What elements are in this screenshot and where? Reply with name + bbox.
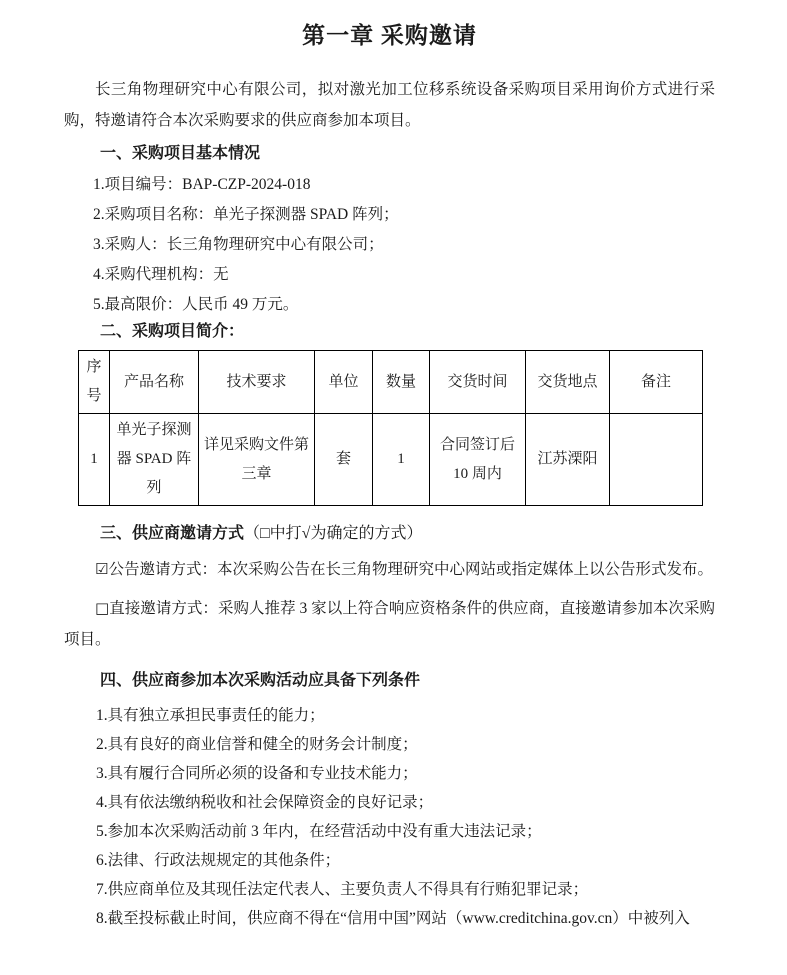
list-item: 4.具有依法缴纳税收和社会保障资金的良好记录； <box>96 794 434 811</box>
checked-checkbox-icon: ☑ <box>95 560 109 578</box>
column-header-seq: 序号 <box>79 351 110 414</box>
cell-remark <box>610 414 703 506</box>
column-header-remark: 备注 <box>610 351 703 414</box>
section1-item-list <box>64 170 715 320</box>
list-item: 7.供应商单位及其现任法定代表人、主要负责人不得具有行贿犯罪记录； <box>96 881 589 898</box>
cell-delivery-place: 江苏溧阳 <box>526 414 610 506</box>
column-header-product: 产品名称 <box>110 351 199 414</box>
cell-product: 单光子探测器 SPAD 阵列 <box>110 414 199 506</box>
option-announce-text: 公告邀请方式：本次采购公告在长三角物理研究中心网站或指定媒体上以公告形式发布。 <box>108 561 713 578</box>
column-header-delivery-time: 交货时间 <box>430 351 526 414</box>
list-item: 2.具有良好的商业信誉和健全的财务会计制度； <box>96 736 418 753</box>
section4-heading: 四、供应商参加本次采购活动应具备下列条件 <box>100 672 421 689</box>
column-header-tech: 技术要求 <box>199 351 315 414</box>
cell-delivery-time: 合同签订后 10 周内 <box>430 414 526 506</box>
list-item: 3.具有履行合同所必须的设备和专业技术能力； <box>96 765 418 782</box>
column-header-delivery-place: 交货地点 <box>526 351 610 414</box>
list-item: 3.采购人：长三角物理研究中心有限公司； <box>93 236 384 253</box>
column-header-unit: 单位 <box>315 351 373 414</box>
list-item: 5.参加本次采购活动前 3 年内，在经营活动中没有重大违法记录； <box>96 823 542 840</box>
section3-heading-note: （□中打√为确定的方式） <box>244 525 423 542</box>
invitation-option-direct <box>64 593 715 655</box>
option-direct-text: 直接邀请方式：采购人推荐 3 家以上符合响应资格条件的供应商，直接邀请参加本次采购项目。 <box>64 600 715 648</box>
unchecked-checkbox-icon: □ <box>95 599 110 617</box>
invitation-option-announce <box>64 554 715 585</box>
cell-qty: 1 <box>373 414 430 506</box>
page-title: 第一章 采购邀请 <box>302 23 477 48</box>
list-item: 1.具有独立承担民事责任的能力； <box>96 707 325 724</box>
section3-heading-bold: 三、供应商邀请方式 <box>100 525 245 542</box>
cell-seq: 1 <box>79 414 110 506</box>
list-item: 5.最高限价：人民币 49 万元。 <box>93 296 299 313</box>
list-item: 8.截至投标截止时间，供应商不得在“信用中国”网站（www.creditchina.gov.cn）中被列入 <box>96 910 690 927</box>
section1-heading: 一、采购项目基本情况 <box>100 145 261 162</box>
list-item: 1.项目编号：BAP-CZP-2024-018 <box>93 176 311 193</box>
column-header-qty: 数量 <box>373 351 430 414</box>
section4-condition-list <box>64 701 715 933</box>
procurement-items-table <box>78 350 703 506</box>
list-item: 6.法律、行政法规规定的其他条件； <box>96 852 341 869</box>
section3-heading <box>100 522 715 546</box>
cell-unit: 套 <box>315 414 373 506</box>
cell-tech: 详见采购文件第三章 <box>199 414 315 506</box>
table-header-row <box>79 351 703 414</box>
intro-paragraph: 长三角物理研究中心有限公司，拟对激光加工位移系统设备采购项目采用询价方式进行采购，特邀请符合本次采购要求的供应商参加本项目。 <box>64 81 715 129</box>
list-item: 2.采购项目名称：单光子探测器 SPAD 阵列； <box>93 206 399 223</box>
list-item: 4.采购代理机构：无 <box>93 266 229 283</box>
section2-heading: 二、采购项目简介： <box>100 323 245 340</box>
table-row <box>79 414 703 506</box>
